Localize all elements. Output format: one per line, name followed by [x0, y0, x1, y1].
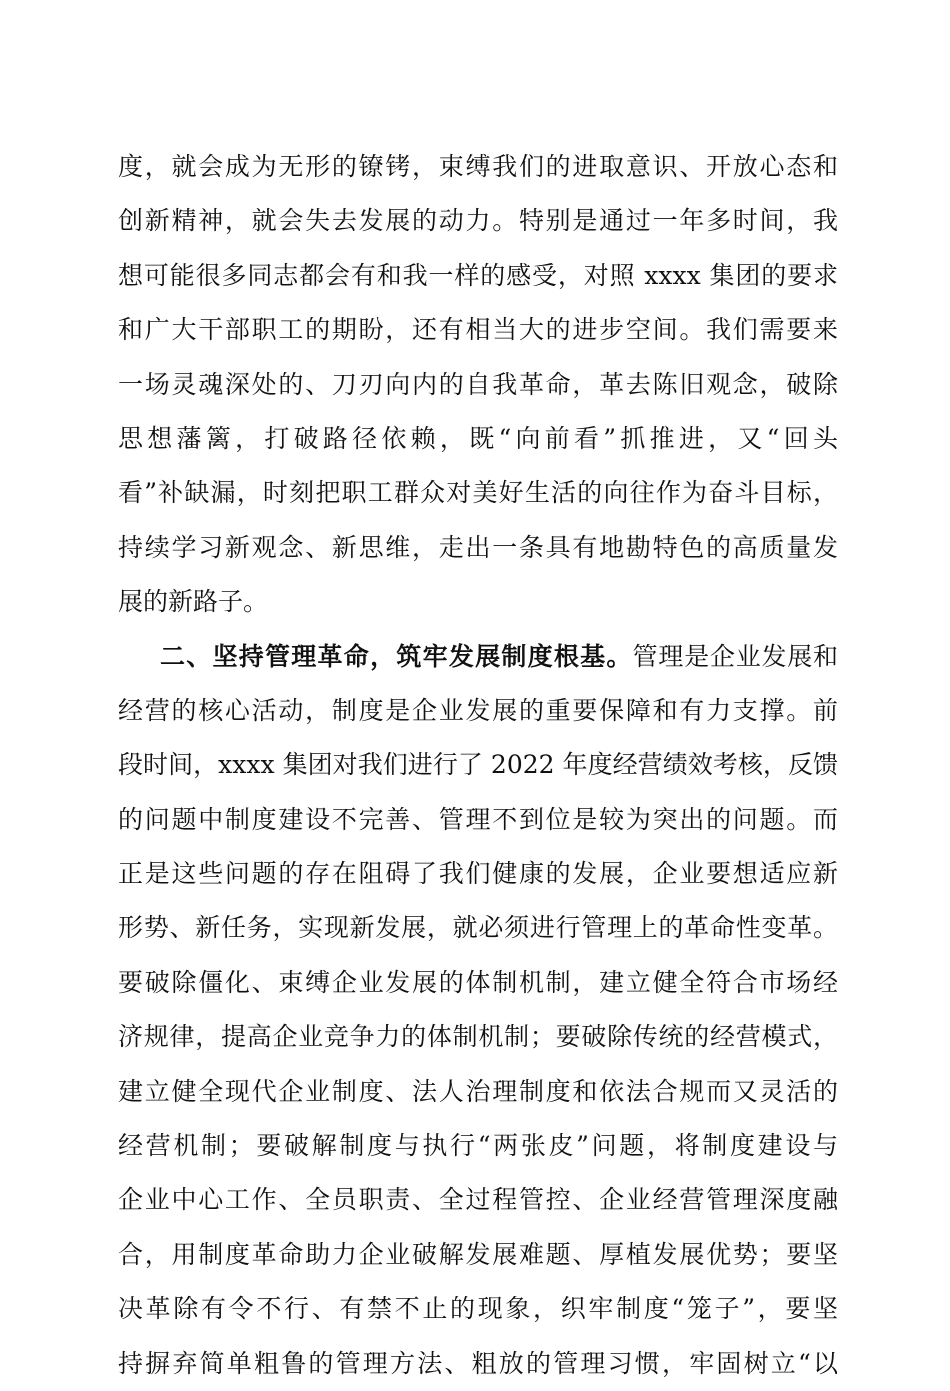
paragraph-1-line: 一场灵魂深处的、刀刃向内的自我革命，革去陈旧观念，破除	[118, 369, 838, 399]
section-2-line: 形势、新任务，实现新发展，就必须进行管理上的革命性变革。	[118, 913, 838, 943]
section-2-line: 正是这些问题的存在阻碍了我们健康的发展，企业要想适应新	[118, 859, 838, 889]
section-2-line: 经营的核心活动，制度是企业发展的重要保障和有力支撑。前	[118, 695, 838, 725]
section-2-line: 决革除有令不行、有禁不止的现象，织牢制度“笼子”，要坚	[118, 1294, 838, 1324]
section-2-first-line	[118, 630, 838, 684]
paragraph-1-line: 度，就会成为无形的镣铐，束缚我们的进取意识、开放心态和	[118, 152, 838, 181]
paragraph-1-line: 思想藩篱，打破路径依赖，既“向前看”抓推进，又“回头	[118, 423, 838, 453]
section-2-line: 持摒弃简单粗鲁的管理方法、粗放的管理习惯，牢固树立“以	[118, 1348, 838, 1378]
paragraph-1-line: 创新精神，就会失去发展的动力。特别是通过一年多时间，我	[118, 206, 838, 236]
paragraph-1-line: 持续学习新观念、新思维，走出一条具有地勘特色的高质量发	[118, 532, 838, 562]
section-2-line: 要破除僵化、束缚企业发展的体制机制，建立健全符合市场经	[118, 967, 838, 997]
paragraph-1-line: 看”补缺漏，时刻把职工群众对美好生活的向往作为奋斗目标，	[118, 478, 838, 508]
section-2-line: 企业中心工作、全员职责、全过程管控、企业经营管理深度融	[118, 1185, 838, 1215]
section-2-line: 经营机制；要破解制度与执行“两张皮”问题，将制度建设与	[118, 1131, 838, 1161]
section-2-line: 济规律，提高企业竞争力的体制机制；要破除传统的经营模式，	[118, 1022, 838, 1052]
paragraph-1-line: 和广大干部职工的期盼，还有相当大的进步空间。我们需要来	[118, 315, 838, 345]
section-2-first-line-text: 管理是企业发展和	[632, 641, 838, 671]
paragraph-1-line: 想可能很多同志都会有和我一样的感受，对照 xxxx 集团的要求	[118, 260, 838, 290]
document-body	[118, 140, 838, 1391]
section-2-line: 建立健全现代企业制度、法人治理制度和依法合规而又灵活的	[118, 1076, 838, 1106]
section-2-line: 段时间，xxxx 集团对我们进行了 2022 年度经营绩效考核，反馈	[118, 750, 838, 780]
section-2-line: 合，用制度革命助力企业破解发展难题、厚植发展优势；要坚	[118, 1239, 838, 1269]
section-2-line: 的问题中制度建设不完善、管理不到位是较为突出的问题。而	[118, 804, 838, 834]
paragraph-1-line: 展的新路子。	[118, 587, 269, 617]
section-2-heading: 二、坚持管理革命，筑牢发展制度根基。	[160, 641, 633, 671]
